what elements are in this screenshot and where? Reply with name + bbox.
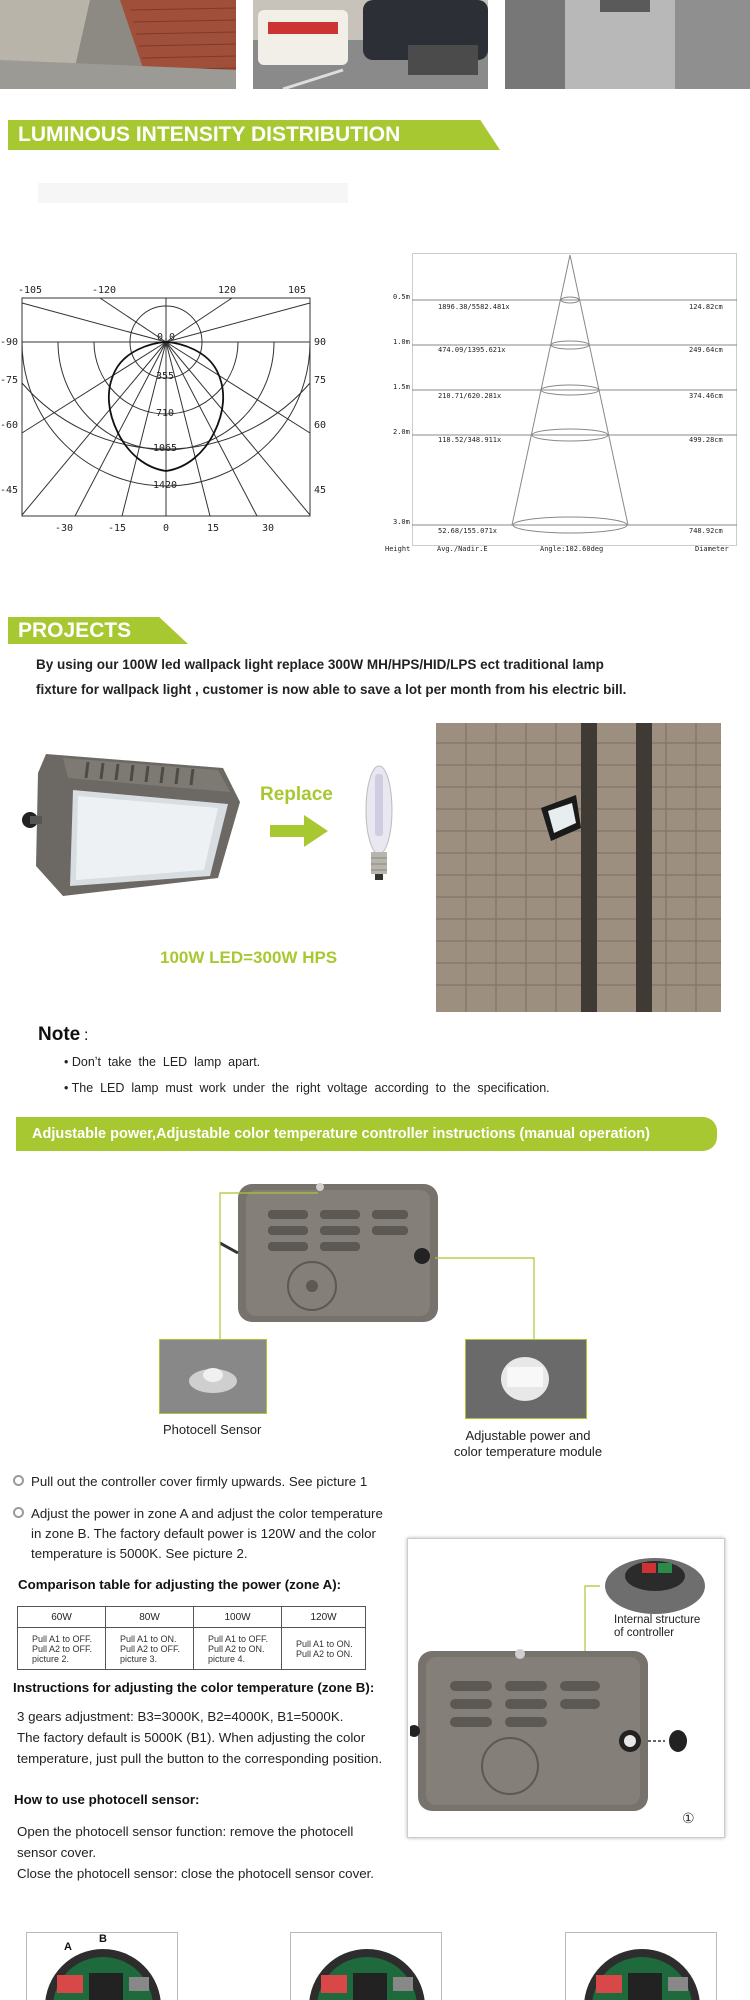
polar-bottom-angle: 15 xyxy=(207,523,220,534)
replace-arrow-icon xyxy=(270,815,328,847)
color-temp-line2: The factory default is 5000K (B1). When adjusting the color xyxy=(17,1730,366,1745)
note-item: • The LED lamp must work under the right voltage according to the specification. xyxy=(64,1081,550,1095)
cone-height: 0.5m xyxy=(393,293,410,301)
cone-diameter: 374.46cm xyxy=(689,392,723,400)
step2-line3: temperature is 5000K. See picture 2. xyxy=(31,1546,248,1561)
polar-bottom-angle: -30 xyxy=(55,523,74,534)
wallpack-fixture-image xyxy=(18,748,243,898)
cone-footer-angle: Angle:102.60deg xyxy=(540,545,604,553)
cone-row xyxy=(393,383,723,400)
cone-height: 3.0m xyxy=(393,518,410,526)
photocell-line2: sensor cover. xyxy=(17,1845,97,1860)
cone-footer-avg: Avg./Nadir.E xyxy=(437,545,488,553)
cone-row xyxy=(393,428,723,444)
projects-description-line1: By using our 100W led wallpack light replace 300W MH/HPS/HID/LPS ect traditional lamp xyxy=(36,657,604,672)
polar-radial-value: 1420 xyxy=(153,480,178,491)
table-header: 100W xyxy=(194,1607,282,1628)
picture-number-1: ① xyxy=(682,1810,695,1826)
polar-bottom-angle: 0 xyxy=(163,523,170,534)
polar-right-angle: 75 xyxy=(314,375,327,386)
polar-left-angle: -90 xyxy=(0,337,19,348)
step2-line1: Adjust the power in zone A and adjust the color temperature xyxy=(31,1506,383,1521)
controller-bar-title: Adjustable power,Adjustable color temperature controller instructions (manual operation) xyxy=(32,1126,650,1142)
picture-3-box xyxy=(290,1932,442,2000)
table-cell: Pull A1 to ON. Pull A2 to ON. xyxy=(282,1628,366,1670)
section-title-projects: PROJECTS xyxy=(18,619,132,642)
step-bullet-icon xyxy=(13,1507,24,1518)
cone-avg: 474.09/1395.621x xyxy=(438,346,506,354)
polar-left-angle: -75 xyxy=(0,375,19,386)
hps-bulb-image xyxy=(360,760,398,882)
table-header: 80W xyxy=(106,1607,194,1628)
photocell-line3: Close the photocell sensor: close the photocell sensor cover. xyxy=(17,1866,375,1881)
polar-left-angle: -45 xyxy=(0,485,19,496)
section-banner-projects xyxy=(8,617,188,644)
table-header: 120W xyxy=(282,1607,366,1628)
picture-4-box xyxy=(565,1932,717,2000)
internal-structure-label-1: Internal structure xyxy=(614,1614,701,1626)
polar-top-angle: 120 xyxy=(218,285,237,296)
faded-caption-placeholder xyxy=(38,183,348,203)
polar-radial-value: 710 xyxy=(156,408,175,419)
section-banner-luminous xyxy=(8,120,500,150)
note-colon: : xyxy=(84,1027,89,1044)
photocell-usage-title: How to use photocell sensor: xyxy=(14,1792,200,1807)
section-title-luminous: LUMINOUS INTENSITY DISTRIBUTION xyxy=(18,123,401,146)
color-temp-line1: 3 gears adjustment: B3=3000K, B2=4000K, B1=5000K. xyxy=(17,1709,344,1724)
step1-text: Pull out the controller cover firmly upwards. See picture 1 xyxy=(31,1474,368,1489)
controller-internal-image xyxy=(410,1541,722,1835)
cone-height: 2.0m xyxy=(393,428,410,436)
cone-row xyxy=(393,518,723,535)
polar-distribution-chart xyxy=(0,283,330,543)
cone-row xyxy=(393,293,723,311)
polar-right-angle: 45 xyxy=(314,485,327,496)
module-label-line1: Adjustable power and xyxy=(465,1428,591,1443)
controller-section-bar xyxy=(16,1117,717,1151)
cone-avg: 1896.38/5582.481x xyxy=(438,303,510,311)
polar-bottom-angle: 30 xyxy=(262,523,275,534)
photocell-sensor-image xyxy=(159,1339,267,1414)
photo-wall-alley xyxy=(0,0,236,89)
polar-bottom-angle: -15 xyxy=(108,523,127,534)
replace-label: Replace xyxy=(260,784,333,805)
zone-b-label: B xyxy=(99,1933,107,1945)
photo-parked-cars xyxy=(253,0,488,89)
cone-footer xyxy=(385,545,735,553)
polar-top-angle: -120 xyxy=(92,285,117,296)
table-header: 60W xyxy=(18,1607,106,1628)
table-cell: Pull A1 to OFF. Pull A2 to OFF. picture 2. xyxy=(18,1628,106,1670)
photo-building-wall xyxy=(505,0,750,89)
note-item: • Donʼt take the LED lamp apart. xyxy=(64,1055,261,1069)
callout-lines xyxy=(150,1180,570,1350)
cone-diameter: 249.64cm xyxy=(689,346,723,354)
power-module-image xyxy=(465,1339,587,1419)
polar-top-angle: 105 xyxy=(288,285,307,296)
polar-right-angle: 90 xyxy=(314,337,327,348)
comparison-table-title: Comparison table for adjusting the power (zone A): xyxy=(18,1577,342,1592)
cone-diameter: 748.92cm xyxy=(689,527,723,535)
equivalence-label: 100W LED=300W HPS xyxy=(160,948,338,967)
module-label-line2: color temperature module xyxy=(453,1444,603,1459)
color-temperature-title: Instructions for adjusting the color temperature (zone B): xyxy=(13,1680,375,1695)
cone-avg: 52.68/155.071x xyxy=(438,527,498,535)
step2-line2: in zone B. The factory default power is 120W and the color xyxy=(31,1526,376,1541)
polar-left-angle: -60 xyxy=(0,420,19,431)
polar-radial-value: 0.0 xyxy=(157,332,176,343)
cone-row xyxy=(393,338,723,354)
cone-avg: 210.71/620.281x xyxy=(438,392,502,400)
zone-a-label: A xyxy=(64,1941,72,1953)
polar-top-angle: -105 xyxy=(18,285,43,296)
power-comparison-table xyxy=(17,1606,366,1670)
cone-height: 1.5m xyxy=(393,383,410,391)
step-bullet-icon xyxy=(13,1475,24,1486)
photocell-line1: Open the photocell sensor function: remove the photocell xyxy=(17,1824,354,1839)
polar-radial-value: 355 xyxy=(156,371,175,382)
cone-footer-diameter: Diameter xyxy=(695,545,729,553)
table-cell: Pull A1 to ON. Pull A2 to OFF. picture 3. xyxy=(106,1628,194,1670)
cone-diameter: 499.28cm xyxy=(689,436,723,444)
polar-right-angle: 60 xyxy=(314,420,327,431)
color-temp-line3: temperature, just pull the button to the corresponding position. xyxy=(17,1751,383,1766)
projects-description-line2: fixture for wallpack light , customer is now able to save a lot per month from his electric bill. xyxy=(36,682,627,697)
cone-footer-height: Height xyxy=(385,545,411,553)
table-cell: Pull A1 to OFF. Pull A2 to ON. picture 4. xyxy=(194,1628,282,1670)
note-title: Note xyxy=(38,1024,81,1045)
installation-photo xyxy=(436,723,721,1012)
polar-radial-value: 1065 xyxy=(153,443,178,454)
photocell-sensor-label: Photocell Sensor xyxy=(163,1422,262,1437)
cone-avg: 118.52/348.911x xyxy=(438,436,502,444)
cone-diameter: 124.82cm xyxy=(689,303,723,311)
cone-height: 1.0m xyxy=(393,338,410,346)
internal-structure-label-2: of controller xyxy=(614,1627,675,1639)
